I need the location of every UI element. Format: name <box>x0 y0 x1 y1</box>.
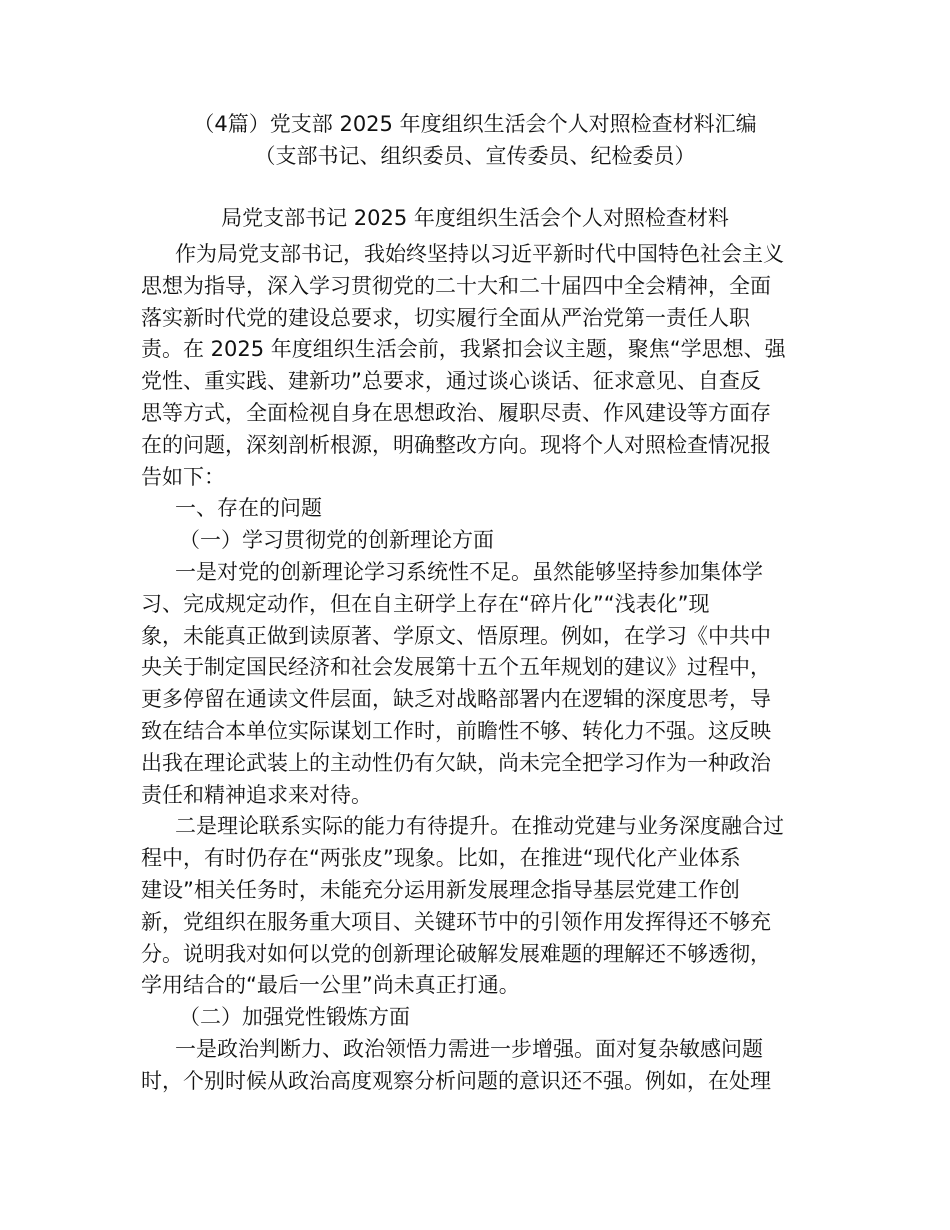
paragraph-line: 致在结合本单位实际谋划工作时，前瞻性不够、转化力不强。这反映 <box>141 718 771 743</box>
paragraph-line: 党性、重实践、建新功”总要求，通过谈心谈话、征求意见、自查反 <box>141 369 761 394</box>
title-line: （支部书记、组织委员、宣传委员、纪检委员） <box>254 144 696 168</box>
paragraph-line: 告如下： <box>141 464 225 489</box>
paragraph-line: 二是理论联系实际的能力有待提升。在推动党建与业务深度融合过 <box>175 814 784 839</box>
paragraph-line: 时，个别时候从政治高度观察分析问题的意识还不强。例如，在处理 <box>141 1068 771 1093</box>
paragraph-line: 责任和精神追求来对待。 <box>141 782 372 807</box>
paragraph-line: 责。在 2025 年度组织生活会前，我紧扣会议主题，聚焦“学思想、强 <box>141 337 786 362</box>
paragraph-line: 建设”相关任务时，未能充分运用新发展理念指导基层党建工作创 <box>141 877 740 902</box>
paragraph-line: 思想为指导，深入学习贯彻党的二十大和二十届四中全会精神，全面 <box>141 273 771 298</box>
paragraph-line: 象，未能真正做到读原著、学原文、悟原理。例如，在学习《中共中 <box>141 623 771 648</box>
paragraph-line: 在的问题，深刻剖析根源，明确整改方向。现将个人对照检查情况报 <box>141 432 771 457</box>
paragraph-line: 分。说明我对如何以党的创新理论破解发展难题的理解还不够透彻， <box>141 941 771 966</box>
subsection-heading: （一）学习贯彻党的创新理论方面 <box>179 528 494 553</box>
subsection-heading: （二）加强党性锻炼方面 <box>179 1005 410 1030</box>
document-title <box>0 108 950 172</box>
paragraph-line: 央关于制定国民经济和社会发展第十五个五年规划的建议》过程中， <box>141 655 771 680</box>
paragraph-line: 作为局党支部书记，我始终坚持以习近平新时代中国特色社会主义 <box>175 242 784 266</box>
paragraph-line: 一是政治判断力、政治领悟力需进一步增强。面对复杂敏感问题 <box>175 1036 763 1061</box>
paragraph-line: 出我在理论武装上的主动性仍有欠缺，尚未完全把学习作为一种政治 <box>141 750 771 775</box>
title-line: （4篇）党支部 2025 年度组织生活会个人对照检查材料汇编 <box>193 112 757 136</box>
paragraph-line: 习、完成规定动作，但在自主研学上存在“碎片化”“浅表化”现 <box>141 591 710 616</box>
paragraph-line: 更多停留在通读文件层面，缺乏对战略部署内在逻辑的深度思考，导 <box>141 687 771 712</box>
document-subtitle: 局党支部书记 2025 年度组织生活会个人对照检查材料 <box>221 206 729 230</box>
section-heading: 一、存在的问题 <box>175 496 322 521</box>
paragraph-line: 思等方式，全面检视自身在思想政治、履职尽责、作风建设等方面存 <box>141 400 771 425</box>
paragraph-line: 一是对党的创新理论学习系统性不足。虽然能够坚持参加集体学 <box>175 559 763 584</box>
paragraph-line: 新，党组织在服务重大项目、关键环节中的引领作用发挥得还不够充 <box>141 909 771 934</box>
paragraph-line: 落实新时代党的建设总要求，切实履行全面从严治党第一责任人职 <box>141 305 750 330</box>
document-body <box>141 239 809 1098</box>
paragraph-line: 学用结合的“最后一公里”尚未真正打通。 <box>141 973 520 998</box>
paragraph-line: 程中，有时仍存在“两张皮”现象。比如，在推进“现代化产业体系 <box>141 846 741 871</box>
